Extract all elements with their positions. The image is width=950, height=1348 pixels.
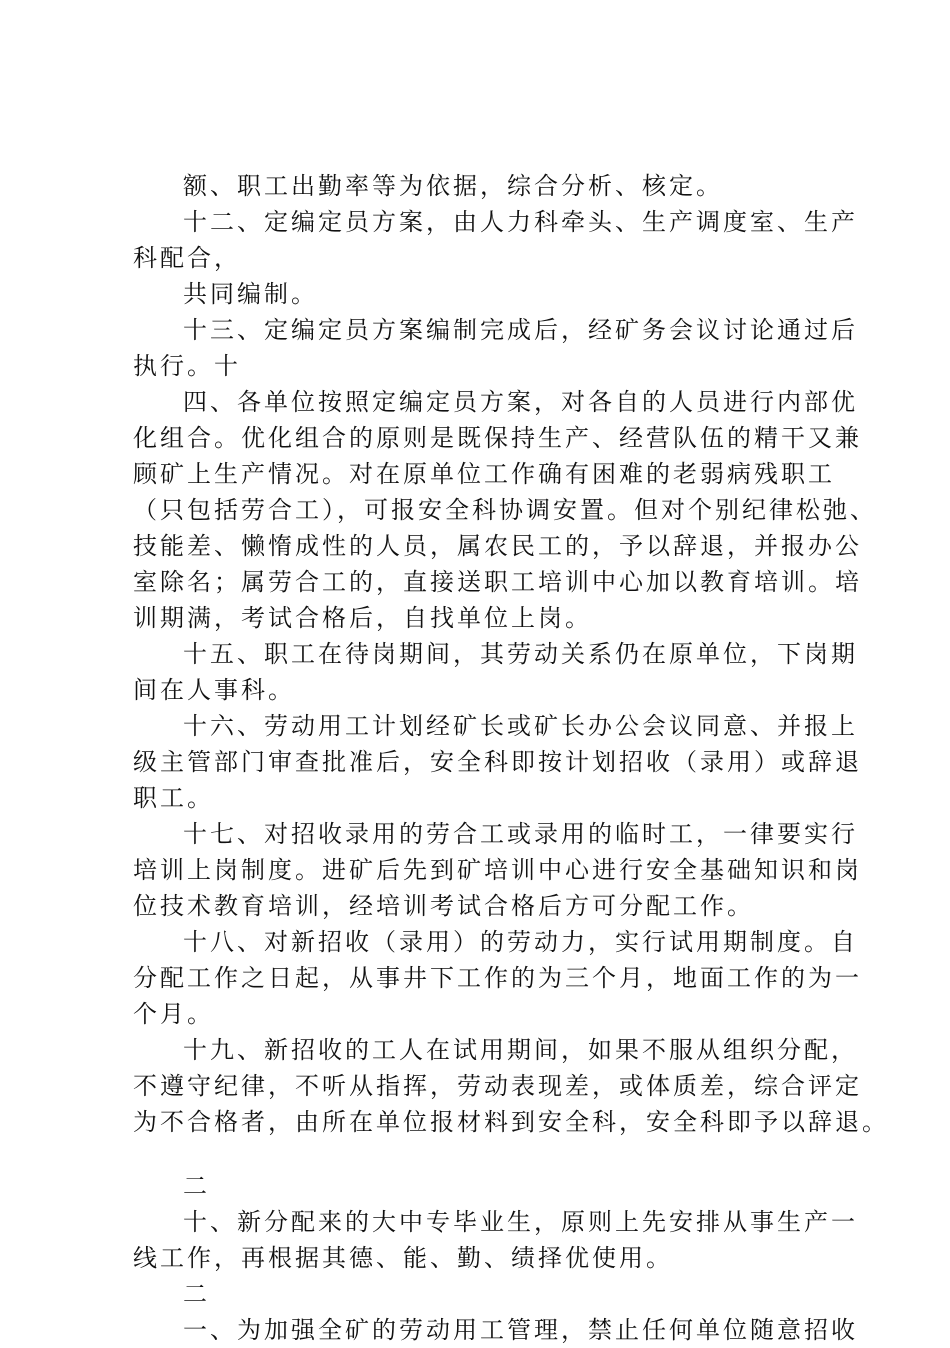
text-line: 个月。 <box>133 1000 214 1028</box>
text-line: 为不合格者，由所在单位报材料到安全科，安全科即予以辞退。 <box>133 1108 889 1136</box>
text-line: 级主管部门审查批准后，安全科即按计划招收（录用）或辞退 <box>133 748 862 776</box>
text-line: 十五、职工在待岗期间，其劳动关系仍在原单位，下岗期 <box>183 640 858 668</box>
text-line: 培训上岗制度。进矿后先到矿培训中心进行安全基础知识和岗 <box>133 856 862 884</box>
text-line: 二 <box>183 1280 210 1308</box>
blank-line <box>133 1140 833 1168</box>
text-line: 线工作，再根据其德、能、勤、绩择优使用。 <box>133 1244 673 1272</box>
text-line: 二 <box>183 1172 210 1200</box>
text-line: 室除名；属劳合工的，直接送职工培训中心加以教育培训。培 <box>133 568 862 596</box>
text-line: 十三、定编定员方案编制完成后，经矿务会议讨论通过后 <box>183 316 858 344</box>
text-line: 职工。 <box>133 784 214 812</box>
text-line: 十、新分配来的大中专毕业生，原则上先安排从事生产一 <box>183 1208 858 1236</box>
text-line: 十二、定编定员方案，由人力科牵头、生产调度室、生产 <box>183 208 858 236</box>
document-body <box>133 168 889 1348</box>
text-line: 共同编制。 <box>183 280 318 308</box>
text-line: 十九、新招收的工人在试用期间，如果不服从组织分配， <box>183 1036 858 1064</box>
text-line: 化组合。优化组合的原则是既保持生产、经营队伍的精干又兼 <box>133 424 862 452</box>
text-line: 十七、对招收录用的劳合工或录用的临时工，一律要实行 <box>183 820 858 848</box>
text-line: 训期满，考试合格后，自找单位上岗。 <box>133 604 592 632</box>
text-line: 位技术教育培训，经培训考试合格后方可分配工作。 <box>133 892 754 920</box>
text-line: 四、各单位按照定编定员方案，对各自的人员进行内部优 <box>183 388 858 416</box>
text-line: 科配合， <box>133 244 241 272</box>
text-line: （只包括劳合工），可报安全科协调安置。但对个别纪律松弛、 <box>133 496 877 524</box>
text-line: 一、为加强全矿的劳动用工管理，禁止任何单位随意招收 <box>183 1316 858 1344</box>
text-line: 顾矿上生产情况。对在原单位工作确有困难的老弱病残职工 <box>133 460 835 488</box>
text-line: 不遵守纪律，不听从指挥，劳动表现差，或体质差，综合评定 <box>133 1072 862 1100</box>
text-line: 十六、劳动用工计划经矿长或矿长办公会议同意、并报上 <box>183 712 858 740</box>
text-line: 十八、对新招收（录用）的劳动力，实行试用期制度。自 <box>183 928 858 956</box>
text-line: 分配工作之日起，从事井下工作的为三个月，地面工作的为一 <box>133 964 862 992</box>
text-line: 执行。十 <box>133 352 241 380</box>
text-line: 额、职工出勤率等为依据，综合分析、核定。 <box>183 172 723 200</box>
text-line: 间在人事科。 <box>133 676 295 704</box>
text-line: 技能差、懒惰成性的人员，属农民工的，予以辞退，并报办公 <box>133 532 862 560</box>
